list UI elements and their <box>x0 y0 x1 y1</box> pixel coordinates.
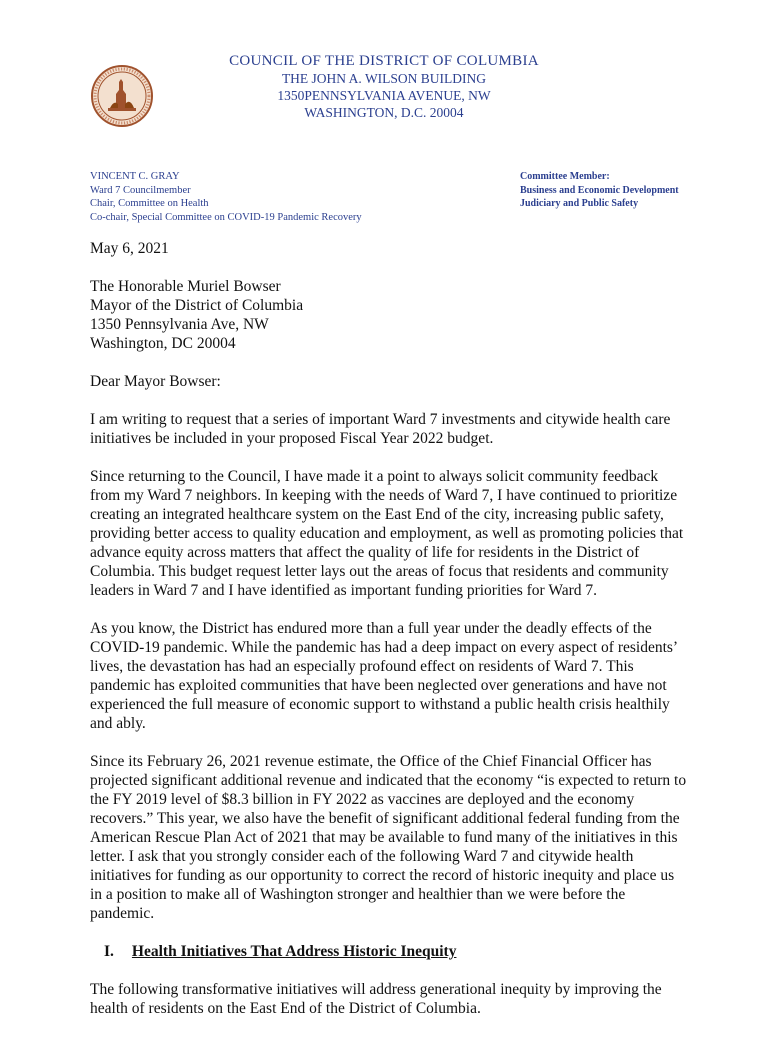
committee-heading: Committee Member: <box>520 171 610 182</box>
recipient-name: The Honorable Muriel Bowser <box>90 278 281 295</box>
committee-item: Business and Economic Development <box>520 184 679 196</box>
sender-title-ward: Ward 7 Councilmember <box>90 184 191 196</box>
sender-block <box>90 170 362 224</box>
section-title: Health Initiatives That Address Historic Inequity <box>131 943 457 960</box>
committee-block <box>520 170 679 211</box>
building-city: WASHINGTON, D.C. 20004 <box>304 105 464 120</box>
letterhead <box>0 52 768 121</box>
committee-item: Judiciary and Public Safety <box>520 198 639 210</box>
paragraph: Since its February 26, 2021 revenue estimate, the Office of the Chief Financial Officer has projected significant additional revenue and indicated that the economy “is expected to return to the FY 2019 level of $8.3 billion in FY 2022 as vaccines are deployed and the economy recovers.” This year, we also have the benefit of significant additional federal funding from the American Rescue Plan Act of 2021 that may be available to fund many of the initiatives in this letter. I ask that you strongly consider each of the following Ward 7 and citywide health initiatives for funding as our opportunity to correct the record of historic inequity and place us in a position to make all of Washington stronger and healthier than we were before the pandemic. <box>90 753 687 922</box>
sender-title-cochair: Co-chair, Special Committee on COVID-19 Pandemic Recovery <box>90 211 362 223</box>
section-number: I. <box>104 943 114 960</box>
recipient-city: Washington, DC 20004 <box>90 335 236 352</box>
letter-body <box>90 239 690 1037</box>
paragraph: As you know, the District has endured more than a full year under the deadly effects of the COVID-19 pandemic. While the pandemic has had a deep impact on every aspect of residents’ lives, the devastation has had an especially profound effect on residents of Ward 7. This pandemic has exploited communities that have been neglected over generations and have not experienced the full measure of economic support to withstand a public health crisis healthily and ably. <box>90 620 677 732</box>
sender-title-chair: Chair, Committee on Health <box>90 198 209 210</box>
section-heading <box>90 942 690 961</box>
council-name: COUNCIL OF THE DISTRICT OF COLUMBIA <box>229 53 539 69</box>
building-name: THE JOHN A. WILSON BUILDING <box>281 71 487 86</box>
sender-name: VINCENT C. GRAY <box>90 171 180 182</box>
salutation: Dear Mayor Bowser: <box>90 373 221 390</box>
letter-date: May 6, 2021 <box>90 240 169 257</box>
building-street: 1350PENNSYLVANIA AVENUE, NW <box>277 88 491 103</box>
recipient-title: Mayor of the District of Columbia <box>90 297 304 314</box>
recipient-street: 1350 Pennsylvania Ave, NW <box>90 316 269 333</box>
paragraph: Since returning to the Council, I have made it a point to always solicit community feedback from my Ward 7 neighbors. In keeping with the needs of Ward 7, I have continued to prioritize creating an integrated healthcare system on the East End of the city, increasing public safety, providing better access to quality education and employment, as well as promoting policies that advance equity across matters that affect the quality of life for residents in the District of Columbia. This budget request letter lays out the areas of focus that residents and community leaders in Ward 7 and I have identified as important funding priorities for Ward 7. <box>90 468 684 599</box>
paragraph: I am writing to request that a series of important Ward 7 investments and citywide health care initiatives be included in your proposed Fiscal Year 2022 budget. <box>90 411 671 447</box>
recipient-address <box>90 277 690 353</box>
section-intro: The following transformative initiatives will address generational inequity by improving the health of residents on the East End of the District of Columbia. <box>90 981 662 1017</box>
